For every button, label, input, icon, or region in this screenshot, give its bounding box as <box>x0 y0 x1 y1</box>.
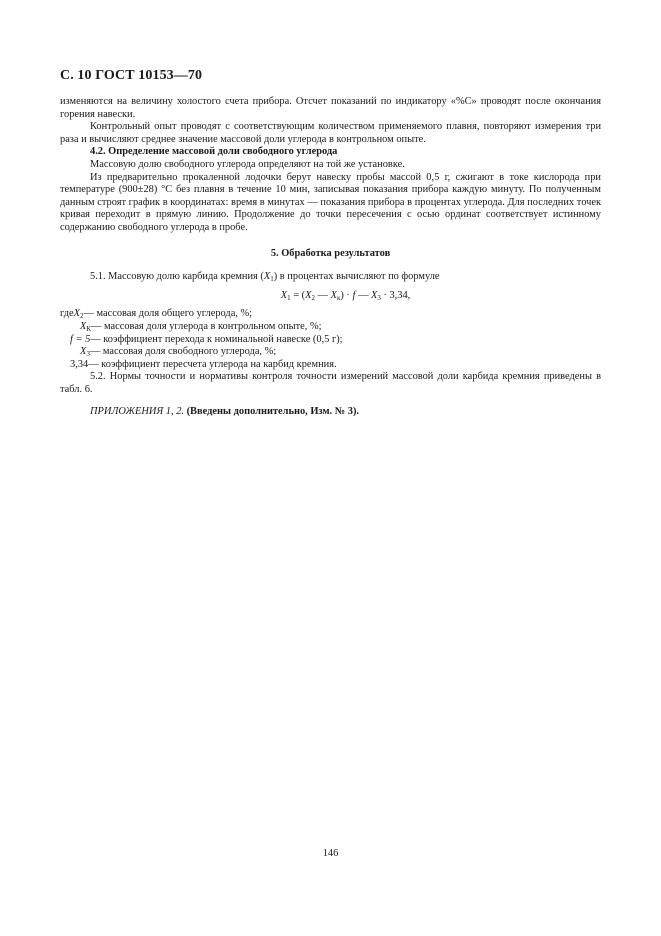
subsection-heading-4-2: 4.2. Определение массовой доли свободного углерода <box>90 146 338 158</box>
section-title-5: 5. Обработка результатов <box>270 247 391 259</box>
formula-a: X <box>305 289 312 301</box>
formula-lhs: X <box>280 289 288 301</box>
p51-subscript: 1 <box>270 275 274 284</box>
formula <box>90 290 601 303</box>
formula-b-sub: к <box>336 293 341 302</box>
p51-after: ) в процентах вычисляют по формуле <box>273 271 440 283</box>
paragraph-5-1 <box>60 271 601 284</box>
p51-before: 5.1. Массовую долю карбида кремния ( <box>90 271 264 283</box>
paragraph-control-test: Контрольный опыт проводят с соответствующим количеством применяемого плавня, повторяют измерения три раза и вычисляют среднее значение массовой доли углерода в контрольном опыте. <box>60 121 601 145</box>
where-row <box>60 334 601 347</box>
where-symbol: f = 5 <box>70 333 91 345</box>
paragraph-procedure: Из предварительно прокаленной лодочки берут навеску пробы массой 0,5 г, сжигают в токе кислорода при температуре (900±28) °С без плавня в течение 10 мин, записывая показания прибора каждую минуту. По полученным данным строят график в координатах: время в минутах — показания прибора в процентах углерода. Для последних точек кривая переходит в прямую линию. Продолжение до точки пересечения с осью ординат соответствует истинному содержанию свободного углерода в пробе. <box>60 171 601 233</box>
paragraph-same-setup: Массовую долю свободного углерода определяют на той же установке. <box>90 158 405 170</box>
where-text: — массовая доля общего углерода, %; <box>83 308 253 320</box>
page-content <box>60 96 601 419</box>
paragraph-continuation: изменяются на величину холостого счета прибора. Отсчет показаний по индикатору «%С» проводят после окончания горения навески. <box>60 96 601 120</box>
formula-a-sub: 2 <box>311 293 315 302</box>
appendix-amendment: (Введены дополнительно, Изм. № 3). <box>186 406 360 418</box>
where-row <box>60 321 601 334</box>
where-subscript: К <box>86 324 92 333</box>
where-symbol: 3,34 <box>70 358 89 370</box>
where-text: — массовая доля свободного углерода, %; <box>89 346 277 358</box>
formula-b: X <box>330 289 337 301</box>
formula-minus-2: — <box>355 289 371 301</box>
paragraph-5-2: 5.2. Нормы точности и нормативы контроля точности измерений массовой доли карбида кремния приведены в табл. 6. <box>60 371 601 395</box>
p51-symbol: X <box>263 271 271 283</box>
formula-tail: · 3,34, <box>380 289 411 301</box>
where-symbol: X <box>80 320 87 332</box>
where-subscript: 2 <box>80 312 84 321</box>
where-list <box>60 308 601 371</box>
where-row <box>60 359 601 372</box>
where-text: — коэффициент перехода к номинальной навеске (0,5 г); <box>90 333 343 345</box>
formula-lhs-sub: 1 <box>287 293 291 302</box>
formula-minus-1: — <box>314 289 331 301</box>
where-symbol: X <box>73 308 81 320</box>
appendix-label: ПРИЛОЖЕНИЯ 1, 2. <box>90 406 184 418</box>
page-header: С. 10 ГОСТ 10153—70 <box>60 68 203 83</box>
formula-eq: = ( <box>290 289 306 301</box>
formula-c: X <box>370 289 378 301</box>
where-row <box>60 346 601 359</box>
formula-mid: ) · <box>340 289 353 301</box>
formula-f: f <box>352 289 356 301</box>
formula-c-sub: 3 <box>377 293 381 302</box>
where-text: — коэффициент пересчета углерода на карбид кремния. <box>88 358 337 370</box>
where-symbol: X <box>80 346 87 358</box>
page-number: 146 <box>322 848 339 859</box>
appendix-note <box>60 406 601 419</box>
where-row <box>60 308 601 321</box>
where-subscript: 3 <box>86 350 90 359</box>
where-text: — массовая доля углерода в контрольном опыте, %; <box>91 320 322 332</box>
where-lead: где <box>60 308 74 320</box>
